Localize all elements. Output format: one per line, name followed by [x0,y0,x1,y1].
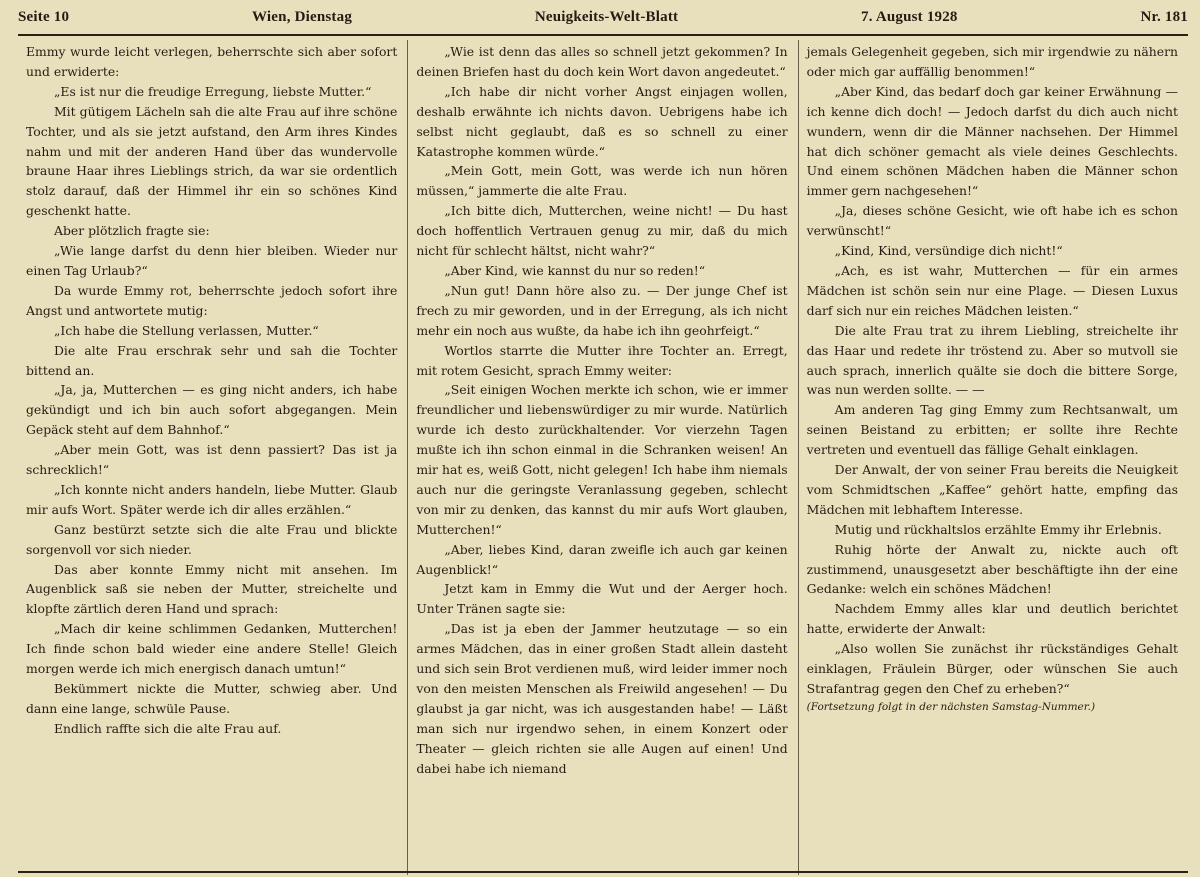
paragraph: „Seit einigen Wochen merkte ich schon, wie er immer freundlicher und liebenswürdiger zu mir wurde. Natürlich wurde ich desto zurückhaltender. Vor vierzehn Tagen mußte ich ihn schon einmal in die Schranken weisen! An mir hat es, weiß Gott, nicht gelegen! Ich habe ihm niemals auch nur die geringste Veranlassung gegeben, schlecht von mir zu denken, das kannst du mir aufs Wort glauben, Mutterchen!“ [416,382,788,537]
paragraph: „Mein Gott, mein Gott, was werde ich nun hören müssen,“ jammerte die alte Frau. [416,163,788,199]
paragraph: Am anderen Tag ging Emmy zum Rechtsanwalt, um seinen Beistand zu erbitten; er sollte ihre Rechte vertreten und eventuell das fällige Gehalt einklagen. [806,402,1178,458]
paragraph: Bekümmert nickte die Mutter, schwieg aber. Und dann eine lange, schwüle Pause. [26,681,398,716]
paragraph: Da wurde Emmy rot, beherrschte jedoch sofort ihre Angst und antwortete mutig: [26,282,398,318]
paragraph: Das aber konnte Emmy nicht mit ansehen. Im Augenblick saß sie neben der Mutter, streichelte und klopfte zärtlich deren Hand und sprach: [26,561,398,617]
paragraph: „Aber, liebes Kind, daran zweifle ich auch gar keinen Augenblick!“ [416,541,788,577]
paragraph: „Aber Kind, das bedarf doch gar keiner Erwähnung — ich kenne dich doch! — Jedoch darfst du dich auch nicht wundern, wenn dir die Männer nachsehen. Der Himmel hat dich schöner gemacht als viele deines Geschlechts. Und einem schönen Mädchen haben die Männer schon immer gern nachgesehen!“ [806,83,1178,199]
paragraph: Nachdem Emmy alles klar und deutlich berichtet hatte, erwiderte der Anwalt: [806,601,1178,637]
paragraph: „Ja, ja, Mutterchen — es ging nicht anders, ich habe gekündigt und ich bin auch sofort abgegangen. Mein Gepäck steht auf dem Bahnhof.“ [26,382,398,438]
column-1 [18,40,407,875]
paragraph: „Ja, dieses schöne Gesicht, wie oft habe ich es schon verwünscht!“ [806,203,1178,239]
newspaper-title: Neuigkeits-Welt-Blatt [534,8,679,25]
paragraph: Ganz bestürzt setzte sich die alte Frau und blickte sorgenvoll vor sich nieder. [26,521,398,557]
paragraph: „Wie lange darfst du denn hier bleiben. Wieder nur einen Tag Urlaub?“ [26,243,398,278]
paragraph: „Ich bitte dich, Mutterchen, weine nicht! — Du hast doch hoffentlich Vertrauen genug zu mir, daß du mich nicht für schlecht hältst, nicht wahr?“ [416,203,788,259]
column-3 [798,40,1188,875]
page-number: Seite 10 [18,8,70,25]
paragraph: Ruhig hörte der Anwalt zu, nickte auch oft zustimmend, unausgesetzt aber beschäftigte ihn der eine Gedanke: welch ein schönes Mädchen! [806,541,1178,597]
paragraph: Wortlos starrte die Mutter ihre Tochter an. Erregt, mit rotem Gesicht, sprach Emmy weiter: [416,342,788,378]
paragraph: „Nun gut! Dann höre also zu. — Der junge Chef ist frech zu mir geworden, und in der Erregung, als ich nicht mehr ein noch aus wußte, da habe ich ihn geohrfeigt.“ [416,282,788,338]
paragraph: Jetzt kam in Emmy die Wut und der Aerger hoch. Unter Tränen sagte sie: [416,581,788,617]
paragraph: Aber plötzlich fragte sie: [54,223,210,239]
column-2 [407,40,797,875]
paragraph: Mutig und rückhaltslos erzählte Emmy ihr Erlebnis. [834,521,1162,537]
issue-date: 7. August 1928 [861,8,958,25]
paragraph: Die alte Frau trat zu ihrem Liebling, streichelte ihr das Haar und redete ihr tröstend zu. Aber so mutvoll sie auch sprach, innerlich quälte sie doch die bittere Sorge, was nun werden sollte. — — [806,322,1178,398]
paragraph: „Ich habe die Stellung verlassen, Mutter.“ [54,322,319,338]
paragraph: „Wie ist denn das alles so schnell jetzt gekommen? In deinen Briefen hast du doch kein Wort davon angedeutet.“ [416,44,788,79]
paragraph: „Aber mein Gott, was ist denn passiert? Das ist ja schrecklich!“ [26,442,398,478]
issue-number: Nr. 181 [1140,8,1188,25]
paragraph: „Es ist nur die freudige Erregung, liebste Mutter.“ [54,83,372,99]
paragraph: Die alte Frau erschrak sehr und sah die Tochter bittend an. [26,342,398,378]
paragraph: Emmy wurde leicht verlegen, beherrschte sich aber sofort und erwiderte: [26,44,398,79]
paragraph: „Ach, es ist wahr, Mutterchen — für ein armes Mädchen ist schön sein nur eine Plage. — Diesen Luxus darf sich nur ein reiches Mädchen leisten.“ [806,262,1178,318]
continuation-note: (Fortsetzung folgt in der nächsten Samstag-Nummer.) [806,700,1096,713]
paragraph: Endlich raffte sich die alte Frau auf. [54,720,282,736]
paragraph: „Aber Kind, wie kannst du nur so reden!“ [444,262,706,278]
paragraph: „Ich konnte nicht anders handeln, liebe Mutter. Glaub mir aufs Wort. Später werde ich dir alles erzählen.“ [26,481,398,517]
paragraph: Der Anwalt, der von seiner Frau bereits die Neuigkeit vom Schmidtschen „Kaffee“ gehört hatte, empfing das Mädchen mit lebhaftem Interesse. [806,462,1178,517]
paragraph: „Ich habe dir nicht vorher Angst einjagen wollen, deshalb erwähnte ich nichts davon. Uebrigens habe ich selbst nicht geglaubt, daß es so schnell zu einer Katastrophe kommen würde.“ [416,83,788,159]
text-columns [18,40,1188,875]
date-place: Wien, Dienstag [252,8,353,25]
paragraph: jemals Gelegenheit gegeben, sich mir irgendwie zu nähern oder mich gar auffällig benommen!“ [806,44,1178,79]
page-header [18,0,1188,36]
paragraph: „Also wollen Sie zunächst ihr rückständiges Gehalt einklagen, Fräulein Bürger, oder wünschen Sie auch Strafantrag gegen den Chef zu erheben?“ [806,641,1178,696]
paragraph: „Kind, Kind, versündige dich nicht!“ [834,243,1063,259]
paragraph: Mit gütigem Lächeln sah die alte Frau auf ihre schöne Tochter, und als sie jetzt aufstand, den Arm ihres Kindes nahm und mit der anderen Hand über das wundervolle braune Haar ihres Lieblings strich, da war sie ordentlich stolz darauf, daß der Himmel ihr ein so schönes Kind geschenkt hatte. [26,103,398,219]
paragraph: „Das ist ja eben der Jammer heutzutage — so ein armes Mädchen, das in einer großen Stadt allein dasteht und sich sein Brot verdienen muß, wird leider immer noch von den meisten Menschen als Freiwild angesehen! — Du glaubst ja gar nicht, was ich ausgestanden habe! — Läßt man sich nur irgendwo sehen, in einem Konzert oder Theater — gleich richten sie alle Augen auf einen! Und dabei habe ich niemand [416,621,788,776]
paragraph: „Mach dir keine schlimmen Gedanken, Mutterchen! Ich finde schon bald wieder eine andere Stelle! Gleich morgen werde ich mich energisch danach umtun!“ [26,621,398,677]
bottom-rule [18,871,1188,873]
